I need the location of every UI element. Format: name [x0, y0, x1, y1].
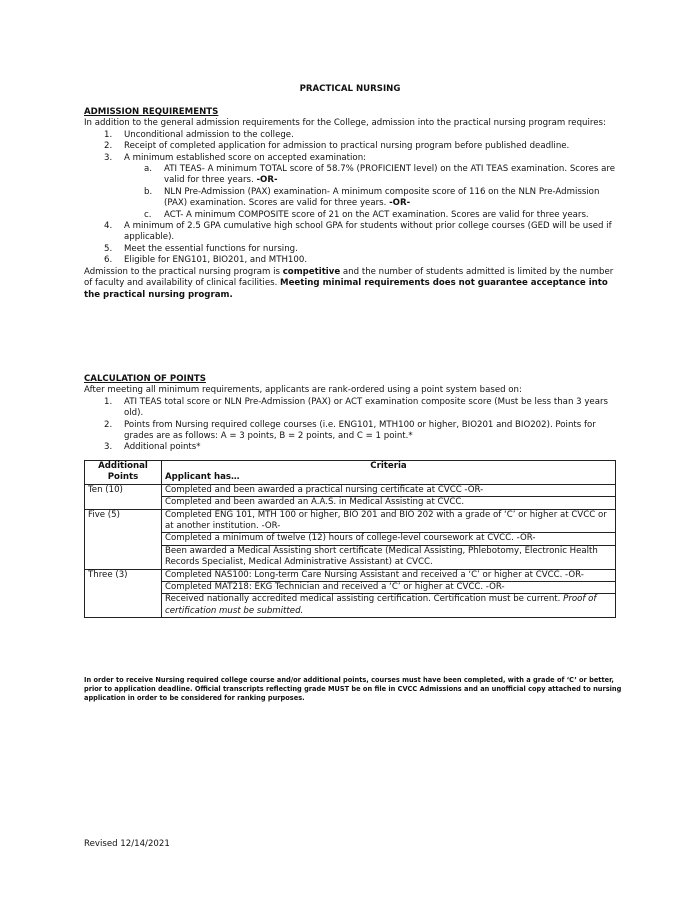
exam-item: c. ACT- A minimum COMPOSITE score of 21 on the ACT examination. Scores are valid for three years. [144, 209, 589, 220]
col-header-points: Additional Points [85, 461, 162, 485]
list-item: 1. Unconditional admission to the college. [104, 129, 294, 140]
col-header-criteria: Criteria Applicant has… [162, 461, 616, 485]
table-header-row [85, 461, 616, 485]
revision-date: Revised 12/14/2021 [84, 839, 170, 849]
list-item: 1. ATI TEAS total score or NLN Pre-Admission (PAX) or ACT examination composite score (Must be less than 3 years old). [104, 396, 608, 419]
table-row [85, 484, 616, 496]
points-intro: After meeting all minimum requirements, applicants are rank-ordered using a point system based on: [84, 385, 522, 396]
sub-header: Applicant has… [165, 472, 240, 483]
table-row [85, 582, 616, 594]
criteria-cell: Completed NAS100: Long-term Care Nursing Assistant and received a ‘C’ or higher at CVCC. -OR- [162, 569, 616, 581]
admission-list [84, 130, 624, 267]
table-row [85, 594, 616, 618]
list-item: 3. A minimum established score on accepted examination: [104, 152, 367, 163]
table-row [85, 497, 616, 509]
admission-intro: In addition to the general admission requirements for the College, admission into the practical nursing program requires: [84, 118, 606, 129]
criteria-cell: Completed and been awarded an A.A.S. in Medical Assisting at CVCC. [162, 497, 616, 509]
list-item: 4. A minimum of 2.5 GPA cumulative high school GPA for students without prior college courses (GED will be used if applicable). [104, 221, 612, 243]
table-row [85, 569, 616, 581]
points-list [84, 397, 624, 454]
table-row [85, 509, 616, 533]
points-table [84, 460, 616, 618]
criteria-cell: Received nationally accredited medical assisting certification. Certification must be current. Proof of certification must be submitted. [162, 594, 616, 618]
admission-section [84, 107, 624, 301]
points-section [84, 374, 624, 454]
proof-note: Proof of certification must be submitted. [165, 594, 597, 616]
exam-item: a. ATI TEAS- A minimum TOTAL score of 58.7% (PROFICIENT level) on the ATI TEAS examination. Scores are valid for three years. -OR- [144, 164, 616, 186]
admission-heading: ADMISSION REQUIREMENTS [84, 107, 219, 117]
table-row [85, 545, 616, 569]
criteria-cell: Completed and been awarded a practical nursing certificate at CVCC -OR- [162, 484, 616, 496]
list-item: 6. Eligible for ENG101, BIO201, and MTH100. [104, 255, 308, 266]
admission-closing: Admission to the practical nursing program is competitive and the number of students admitted is limited by the number of faculty and availability of clinical facilities. Meeting minimal requirements does not guarantee acceptance into the practical nursing program. [84, 266, 614, 300]
points-cell: Five (5) [85, 509, 162, 569]
criteria-cell: Completed a minimum of twelve (12) hours of college-level coursework at CVCC. -OR- [162, 533, 616, 545]
criteria-cell: Completed ENG 101, MTH 100 or higher, BIO 201 and BIO 202 with a grade of ‘C’ or higher at CVCC or at another institution. -OR- [162, 509, 616, 533]
page-title: PRACTICAL NURSING [299, 84, 401, 94]
list-item: 3. Additional points* [104, 442, 201, 453]
table-row [85, 533, 616, 545]
list-item: 5. Meet the essential functions for nursing. [104, 243, 298, 254]
exam-item: b. NLN Pre-Admission (PAX) examination- A minimum composite score of 116 on the NLN Pre-Admission (PAX) examination. Scores are valid for three years. -OR- [144, 186, 600, 209]
points-cell: Ten (10) [85, 484, 162, 509]
criteria-cell: Completed MAT218: EKG Technician and received a ‘C’ or higher at CVCC. -OR- [162, 582, 616, 594]
list-item: 2. Receipt of completed application for admission to practical nursing program before published deadline. [104, 141, 570, 152]
criteria-cell: Been awarded a Medical Assisting short certificate (Medical Assisting, Phlebotomy, Electronic Health Records Specialist, Medical Administrative Assistant) at CVCC. [162, 545, 616, 569]
points-cell: Three (3) [85, 569, 162, 618]
points-heading: CALCULATION OF POINTS [84, 374, 206, 384]
list-item: 2. Points from Nursing required college courses (i.e. ENG101, MTH100 or higher, BIO201 and BIO202). Points for grades are as follows: A = 3 points, B = 2 points, and C = 1 point.* [104, 419, 596, 442]
footnote: In order to receive Nursing required college course and/or additional points, courses must have been completed, with a grade of ‘C’ or better, prior to application deadline. Official transcripts reflecting grade MUST be on file in CVCC Admissions and an unofficial copy attached to nursing application in order to be considered for ranking purposes. [84, 676, 622, 702]
